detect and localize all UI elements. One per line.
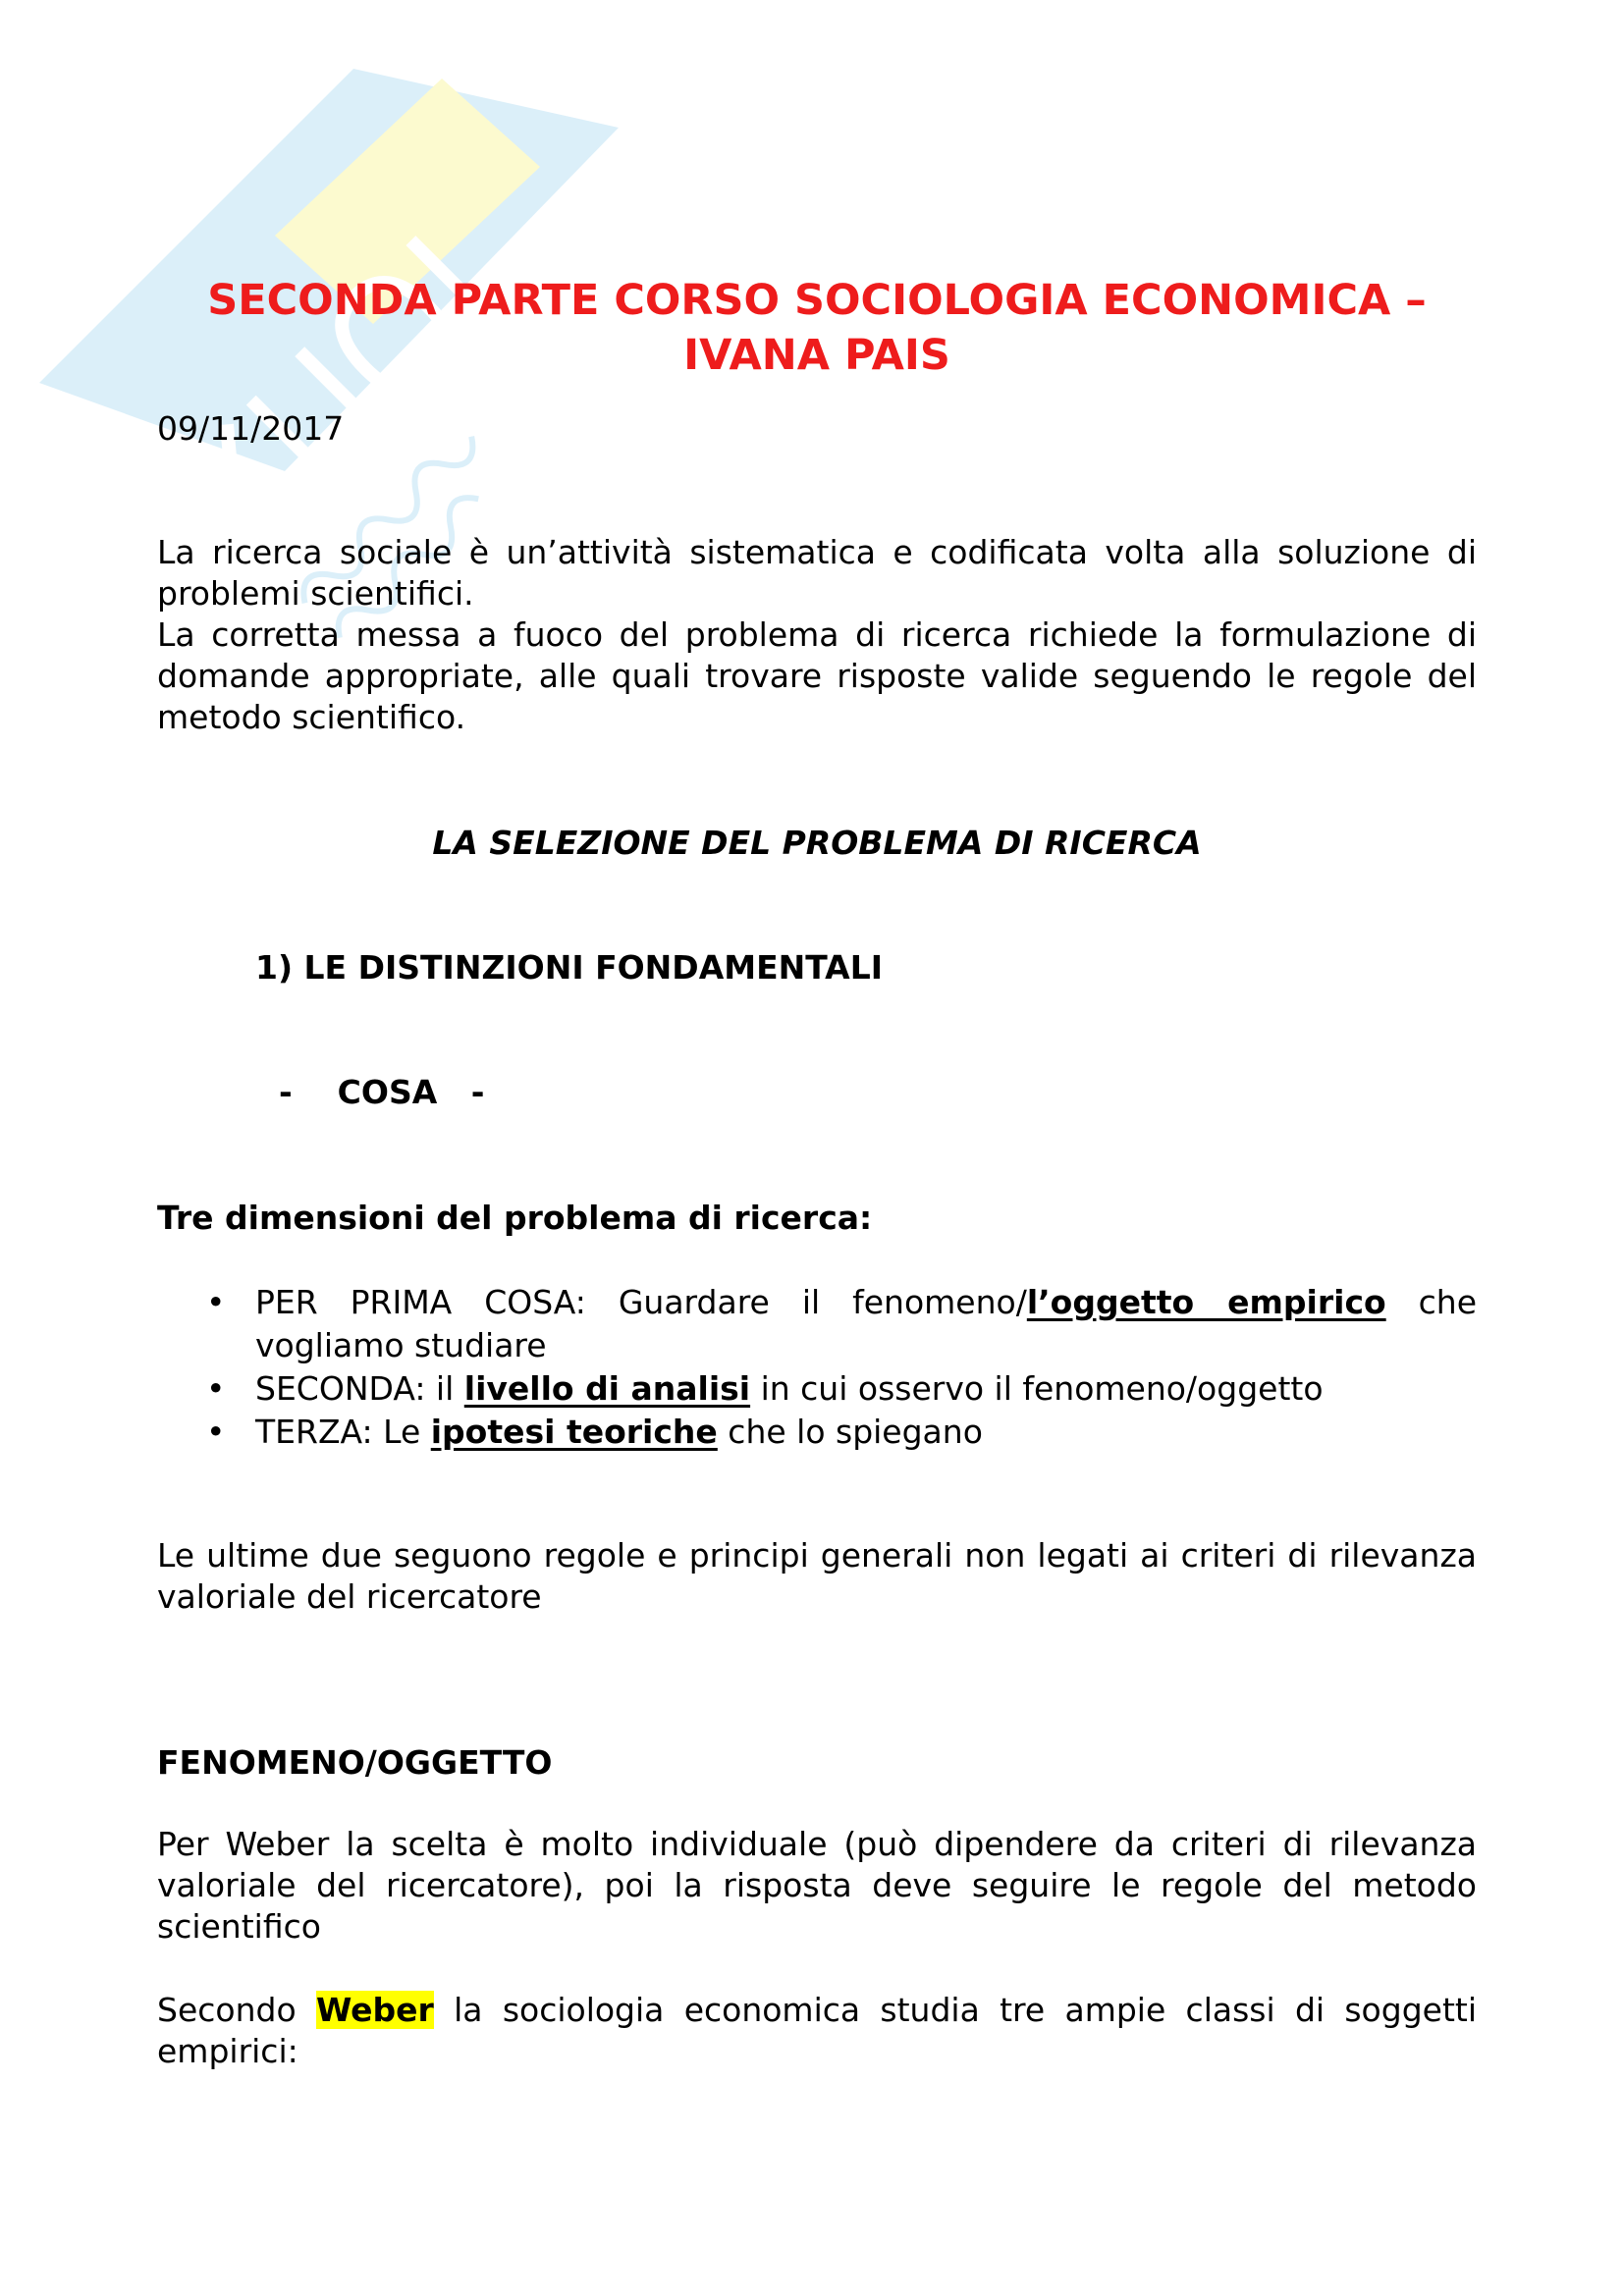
intro-paragraph-2: La corretta messa a fuoco del problema di ricerca richiede la formulazione di domande appropriate, alle quali trovare risposte valide seguendo le regole del metodo scientifico. [157,615,1477,736]
list-item-prefix: TERZA: Le [255,1413,431,1451]
last-two-paragraph: Le ultime due seguono regole e principi generali non legati ai criteri di rilevanza valoriale del ricercatore [157,1536,1477,1616]
list-item [157,1367,1477,1411]
bullet-icon: • [206,1283,226,1321]
list-item-emphasis: l’oggetto empirico [1026,1283,1386,1321]
dimensions-list [157,1281,1477,1454]
list-item [157,1411,1477,1454]
list-item-suffix: in cui osservo il fenomeno/oggetto [750,1369,1324,1408]
cosa-dash-right: - [470,1073,485,1111]
intro-paragraph-1: La ricerca sociale è un’attività sistematica e codificata volta alla soluzione di problemi scientifici. [157,533,1477,613]
list-item [157,1281,1477,1367]
list-item-prefix: PER PRIMA COSA: Guardare il fenomeno/ [255,1283,1027,1321]
title-line-1: SECONDA PARTE CORSO SOCIOLOGIA ECONOMICA – [207,276,1427,325]
subheading-distinzioni: 1) LE DISTINZIONI FONDAMENTALI [255,948,884,987]
list-item-emphasis: livello di analisi [463,1369,751,1408]
list-item-emphasis: ipotesi teoriche [430,1413,718,1451]
cosa-dash-left: - [279,1073,293,1111]
date-label: 09/11/2017 [157,409,345,448]
fenomeno-p2-suffix: la sociologia economica studia tre ampie classi di soggetti empirici: [157,1991,1477,2070]
fenomeno-p2-prefix: Secondo [157,1991,316,2029]
cosa-label: COSA [337,1073,438,1111]
list-item-suffix: che vogliamo studiare [255,1283,1477,1364]
fenomeno-paragraph-2 [157,1990,1477,2072]
page-title [157,273,1477,383]
bullet-icon: • [206,1369,226,1408]
list-item-prefix: SECONDA: il [255,1369,464,1408]
weber-highlight: Weber [315,1991,434,2029]
list-item-suffix: che lo spiegano [717,1413,983,1451]
section-heading: LA SELEZIONE DEL PROBLEMA DI RICERCA [432,824,1202,862]
fenomeno-paragraph-1: Per Weber la scelta è molto individuale (può dipendere da criteri di rilevanza valoriale del ricercatore), poi la risposta deve seguire le regole del metodo scientifico [157,1825,1477,1946]
title-line-2: IVANA PAIS [683,331,950,380]
intro-paragraphs [157,532,1477,738]
cosa-heading [279,1072,484,1113]
fenomeno-heading: FENOMENO/OGGETTO [157,1743,553,1782]
dimensions-heading: Tre dimensioni del problema di ricerca: [157,1199,873,1237]
bullet-icon: • [206,1413,226,1451]
